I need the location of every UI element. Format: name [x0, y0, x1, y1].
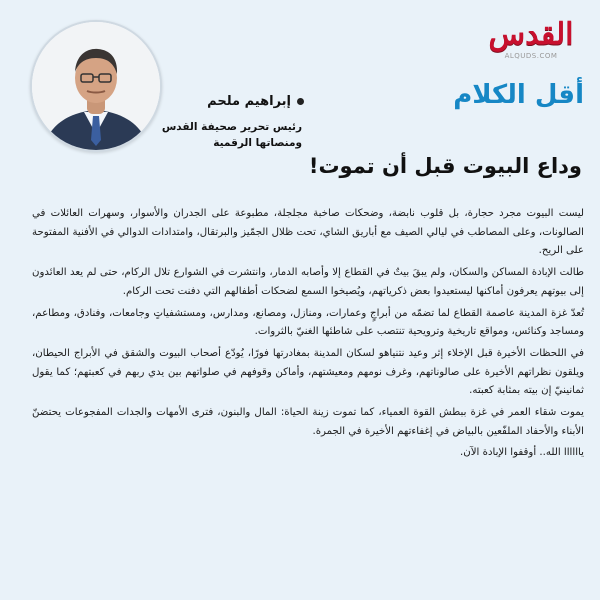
author-role: [150, 119, 302, 152]
article-paragraph: في اللحظات الأخيرة قبل الإخلاء إثر وعيد نتنياهو لسكان المدينة بمغادرتها فورًا، يُودّع أصحاب البيوت والشقق في الأبراج الحيطان، ويلقون نظراتهم الأخيرة على صالوناتهم، وغرف نومهم ومعيشتهم، وأماكن وقوفهم في صلواتهم بين يدي ربهم في كعبتهم؛ كما يقول ثمانينيّ إن بيته بمثابة كعبته.: [32, 347, 584, 397]
brand-logo[interactable]: [476, 12, 586, 67]
author-role-line-2: ومنصاتها الرقمية: [213, 137, 302, 150]
article-body: [32, 205, 584, 466]
author-portrait-icon: [32, 22, 160, 150]
logo-wordmark: القدس: [488, 16, 574, 52]
column-title: أقل الكلام: [453, 80, 584, 110]
article-paragraph: تُعدّ غزة المدينة عاصمة القطاع لما تضمّه من أبراجٍ وعمارات، ومنازل، ومصانع، ومدارس، ومستشفياتٍ وجامعات، وفنادق، ومطاعم، ومساجد وكنائس، ومواقع تاريخية وترويحية تنتصب على شاطئها الغنيّ بالثروات.: [32, 307, 584, 338]
article-paragraph: ياااااا الله.. أوقفوا الإبادة الآن.: [460, 447, 584, 459]
author-role-line-1: رئيس تحرير صحيفة القدس: [161, 121, 302, 133]
article-paragraph: طالت الإبادة المساكن والسكان، ولم يبقَ بيتٌ في القطاع إلا وأصابه الدمار، وانتشرت في الشوارع تلال الركام، حتى لم يعد العائدون إلى بيوتهم يعرفون أماكنها ليستعيدوا بعض ذكرياتهم، ويُصيخوا السمع لضحكات أطفالهم التي دفنت تحت الركام.: [32, 267, 584, 297]
author-avatar: [30, 20, 162, 152]
author-name-row: [164, 94, 304, 109]
author-name: إبراهيم ملحم: [207, 94, 291, 109]
logo-subtitle: ALQUDS.COM: [504, 51, 558, 60]
bullet-icon: [297, 98, 304, 105]
article-headline: وداع البيوت قبل أن تموت!: [308, 154, 582, 178]
article-paragraph: يموت شقاء العمر في غزة ببطش القوة العمياء، كما تموت زينة الحياة: المال والبنون، فترى الأمهات والجدات المفجوعات يحتضنّ الأبناء والأحفاد الملفّعين بالبياض في إغفاءتهم الأخيرة في الجمرة.: [32, 407, 584, 437]
article-paragraph: ليست البيوت مجرد حجارة، بل قلوب نابضة، وضحكات صاخبة مجلجلة، مطبوعة على الجدران والأسوار، وسهرات العائلات في الصالونات، وعلى المصاطب في ليالي الصيف مع أباريق الشاي، تحت ظلال الجمّيز والبرتقال، وامتدادات الدوالي في الأفنية المفتوحة على الريح.: [32, 208, 584, 257]
